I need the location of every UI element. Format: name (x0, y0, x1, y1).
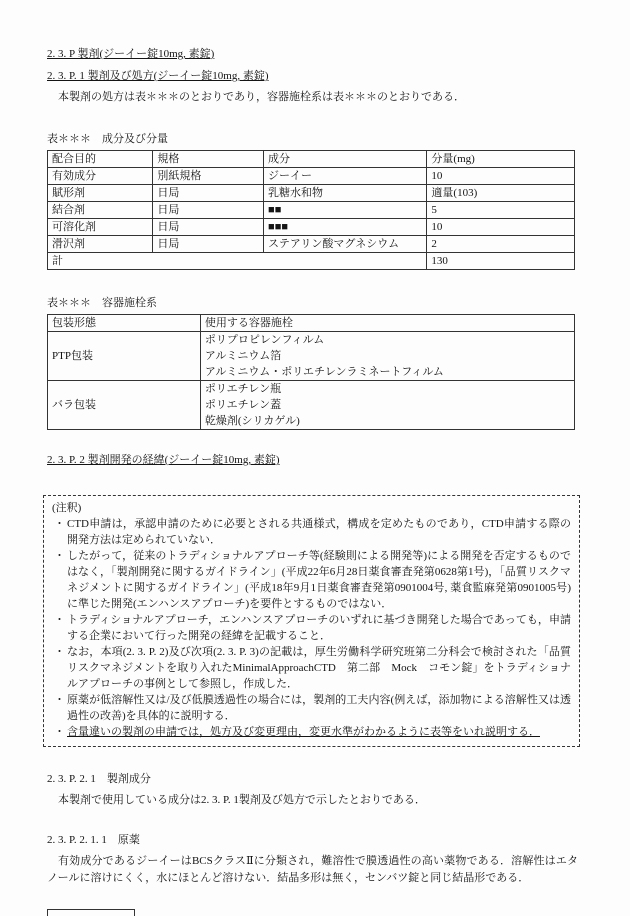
bullet-text: トラディショナルアプローチ，エンハンスアプローチのいずれに基づき開発した場合であっても，申請する企業において行った開発の経緯を記載すること． (67, 614, 571, 642)
container-closure-table (47, 314, 575, 430)
section-heading-p: 2. 3. P 製剤(ジーイー錠10mg, 素錠) (47, 48, 215, 60)
bullet-marker: ・ (54, 614, 65, 626)
next-table-fragment (47, 909, 135, 916)
section-heading-p211: 2. 3. P. 2. 1. 1 原薬 (47, 834, 140, 846)
table-cell: 乳糖水和物 (264, 185, 427, 202)
table-cell: 2 (427, 236, 575, 253)
table-cell: バラ包装 (48, 381, 201, 430)
table-cell: ジーイー (264, 168, 427, 185)
annotation-bullet (52, 724, 571, 740)
bullet-marker: ・ (54, 726, 65, 738)
table-row (48, 185, 575, 202)
table-header-cell: 成分 (264, 151, 427, 168)
table-row (48, 168, 575, 185)
bullet-text: 含量違いの製剤の申請では，処方及び変更理由，変更水準がわかるように表等をいれ説明する． (67, 726, 540, 738)
cell-line: アルミニウム・ポリエチレンラミネートフィルム (204, 366, 444, 378)
annotation-title: (注釈) (52, 502, 82, 514)
table-cell: 5 (427, 202, 575, 219)
bullet-text: 原薬が低溶解性又は/及び低膜透過性の場合には，製剤的工夫内容(例えば，添加物による溶解性又は透過性の改善)を具体的に説明する． (67, 694, 571, 722)
table-cell: 可溶化剤 (48, 219, 153, 236)
table-header-row (48, 151, 575, 168)
formulation-components-paragraph: 本製剤で使用している成分は2. 3. P. 1製剤及び処方で示したとおりである． (58, 794, 426, 806)
section-heading-p2: 2. 3. P. 2 製剤開発の経緯(ジーイー錠10mg, 素錠) (47, 454, 280, 466)
drug-substance-paragraph: 有効成分であるジーイーはBCSクラスⅡに分類され，難溶性で膜透過性の高い薬物である．溶解性はエタノールに溶けにくく，水にほとんど溶けない．結晶多形は無く，センバツ錠と同じ結晶形である． (47, 855, 578, 884)
table-cell (200, 381, 574, 430)
composition-table-caption: 表＊＊＊ 成分及び分量 (47, 133, 168, 145)
table-cell: PTP包装 (48, 332, 201, 381)
table-header-cell: 使用する容器施栓 (200, 315, 574, 332)
table-header-cell: 配合目的 (48, 151, 153, 168)
table-cell: 結合剤 (48, 202, 153, 219)
bullet-marker: ・ (54, 550, 65, 562)
table-cell: 日局 (153, 219, 264, 236)
annotation-bullet (52, 644, 571, 692)
table-cell: 10 (427, 219, 575, 236)
table-total-row (48, 253, 575, 270)
table-cell: 賦形剤 (48, 185, 153, 202)
annotation-bullet (52, 612, 571, 644)
table-cell: ステアリン酸マグネシウム (264, 236, 427, 253)
cell-line: ポリエチレン蓋 (204, 399, 282, 411)
table-cell: 10 (427, 168, 575, 185)
table-cell: ■■■ (264, 219, 427, 236)
table-cell: ■■ (264, 202, 427, 219)
table-row (48, 332, 575, 381)
bullet-text: なお，本項(2. 3. P. 2)及び次項(2. 3. P. 3)の記載は，厚生労働科学研究班第二分科会で検討された「品質リスクマネジメントを取り入れたMinimalApproachCTD 第二部 Mock コモン錠」をトラディショナルアプローチの事例として参照し，作成した． (67, 646, 571, 690)
cell-line: アルミニウム箔 (204, 350, 282, 362)
table-cell: 滑沢剤 (48, 236, 153, 253)
table-header-cell: 包装形態 (48, 315, 201, 332)
bullet-text: したがって，従来のトラディショナルアプローチ等(経験則による開発等)による開発を否定するものではなく，「製剤開発に関するガイドライン」(平成22年6月28日薬食審査発第0628第1号)，「品質リスクマネジメントに関するガイドライン」(平成18年9月1日薬食審査発第0901004号, 薬食監麻発第0901005号)に準じた開発(エンハンスアプローチ)を要件とするものではない． (67, 550, 571, 610)
table-cell: 適量(103) (427, 185, 575, 202)
composition-table (47, 150, 575, 270)
cell-line: 乾燥剤(シリカゲル) (204, 415, 300, 427)
annotation-bullet (52, 548, 571, 612)
bullet-marker: ・ (54, 694, 65, 706)
bullet-text: CTD申請は，承認申請のために必要とされる共通様式，構成を定めたものであり，CTD申請する際の開発方法は定められていない． (67, 518, 571, 546)
table-cell: 日局 (153, 236, 264, 253)
table-row (48, 202, 575, 219)
section-heading-p21: 2. 3. P. 2. 1 製剤成分 (47, 773, 151, 785)
section-heading-p1: 2. 3. P. 1 製剤及び処方(ジーイー錠10mg, 素錠) (47, 70, 269, 82)
annotation-box (43, 495, 580, 747)
table-total-value-cell: 130 (427, 253, 575, 270)
table-row (48, 236, 575, 253)
bullet-marker: ・ (54, 518, 65, 530)
cell-line: ポリプロピレンフィルム (204, 334, 325, 346)
container-table-caption: 表＊＊＊ 容器施栓系 (47, 297, 157, 309)
annotation-bullet (52, 516, 571, 548)
table-cell: 別紙規格 (153, 168, 264, 185)
intro-paragraph: 本製剤の処方は表＊＊＊のとおりであり，容器施栓系は表＊＊＊のとおりである． (58, 91, 465, 103)
table-cell (200, 332, 574, 381)
table-header-cell: 分量(mg) (427, 151, 575, 168)
table-cell: 日局 (153, 185, 264, 202)
bullet-marker: ・ (54, 646, 65, 658)
table-total-label-cell: 計 (48, 253, 427, 270)
table-header-row (48, 315, 575, 332)
cell-line: ポリエチレン瓶 (204, 383, 282, 395)
table-row (48, 381, 575, 430)
table-cell: 有効成分 (48, 168, 153, 185)
table-cell: 日局 (153, 202, 264, 219)
table-row (48, 219, 575, 236)
annotation-bullet (52, 692, 571, 724)
table-header-cell: 規格 (153, 151, 264, 168)
